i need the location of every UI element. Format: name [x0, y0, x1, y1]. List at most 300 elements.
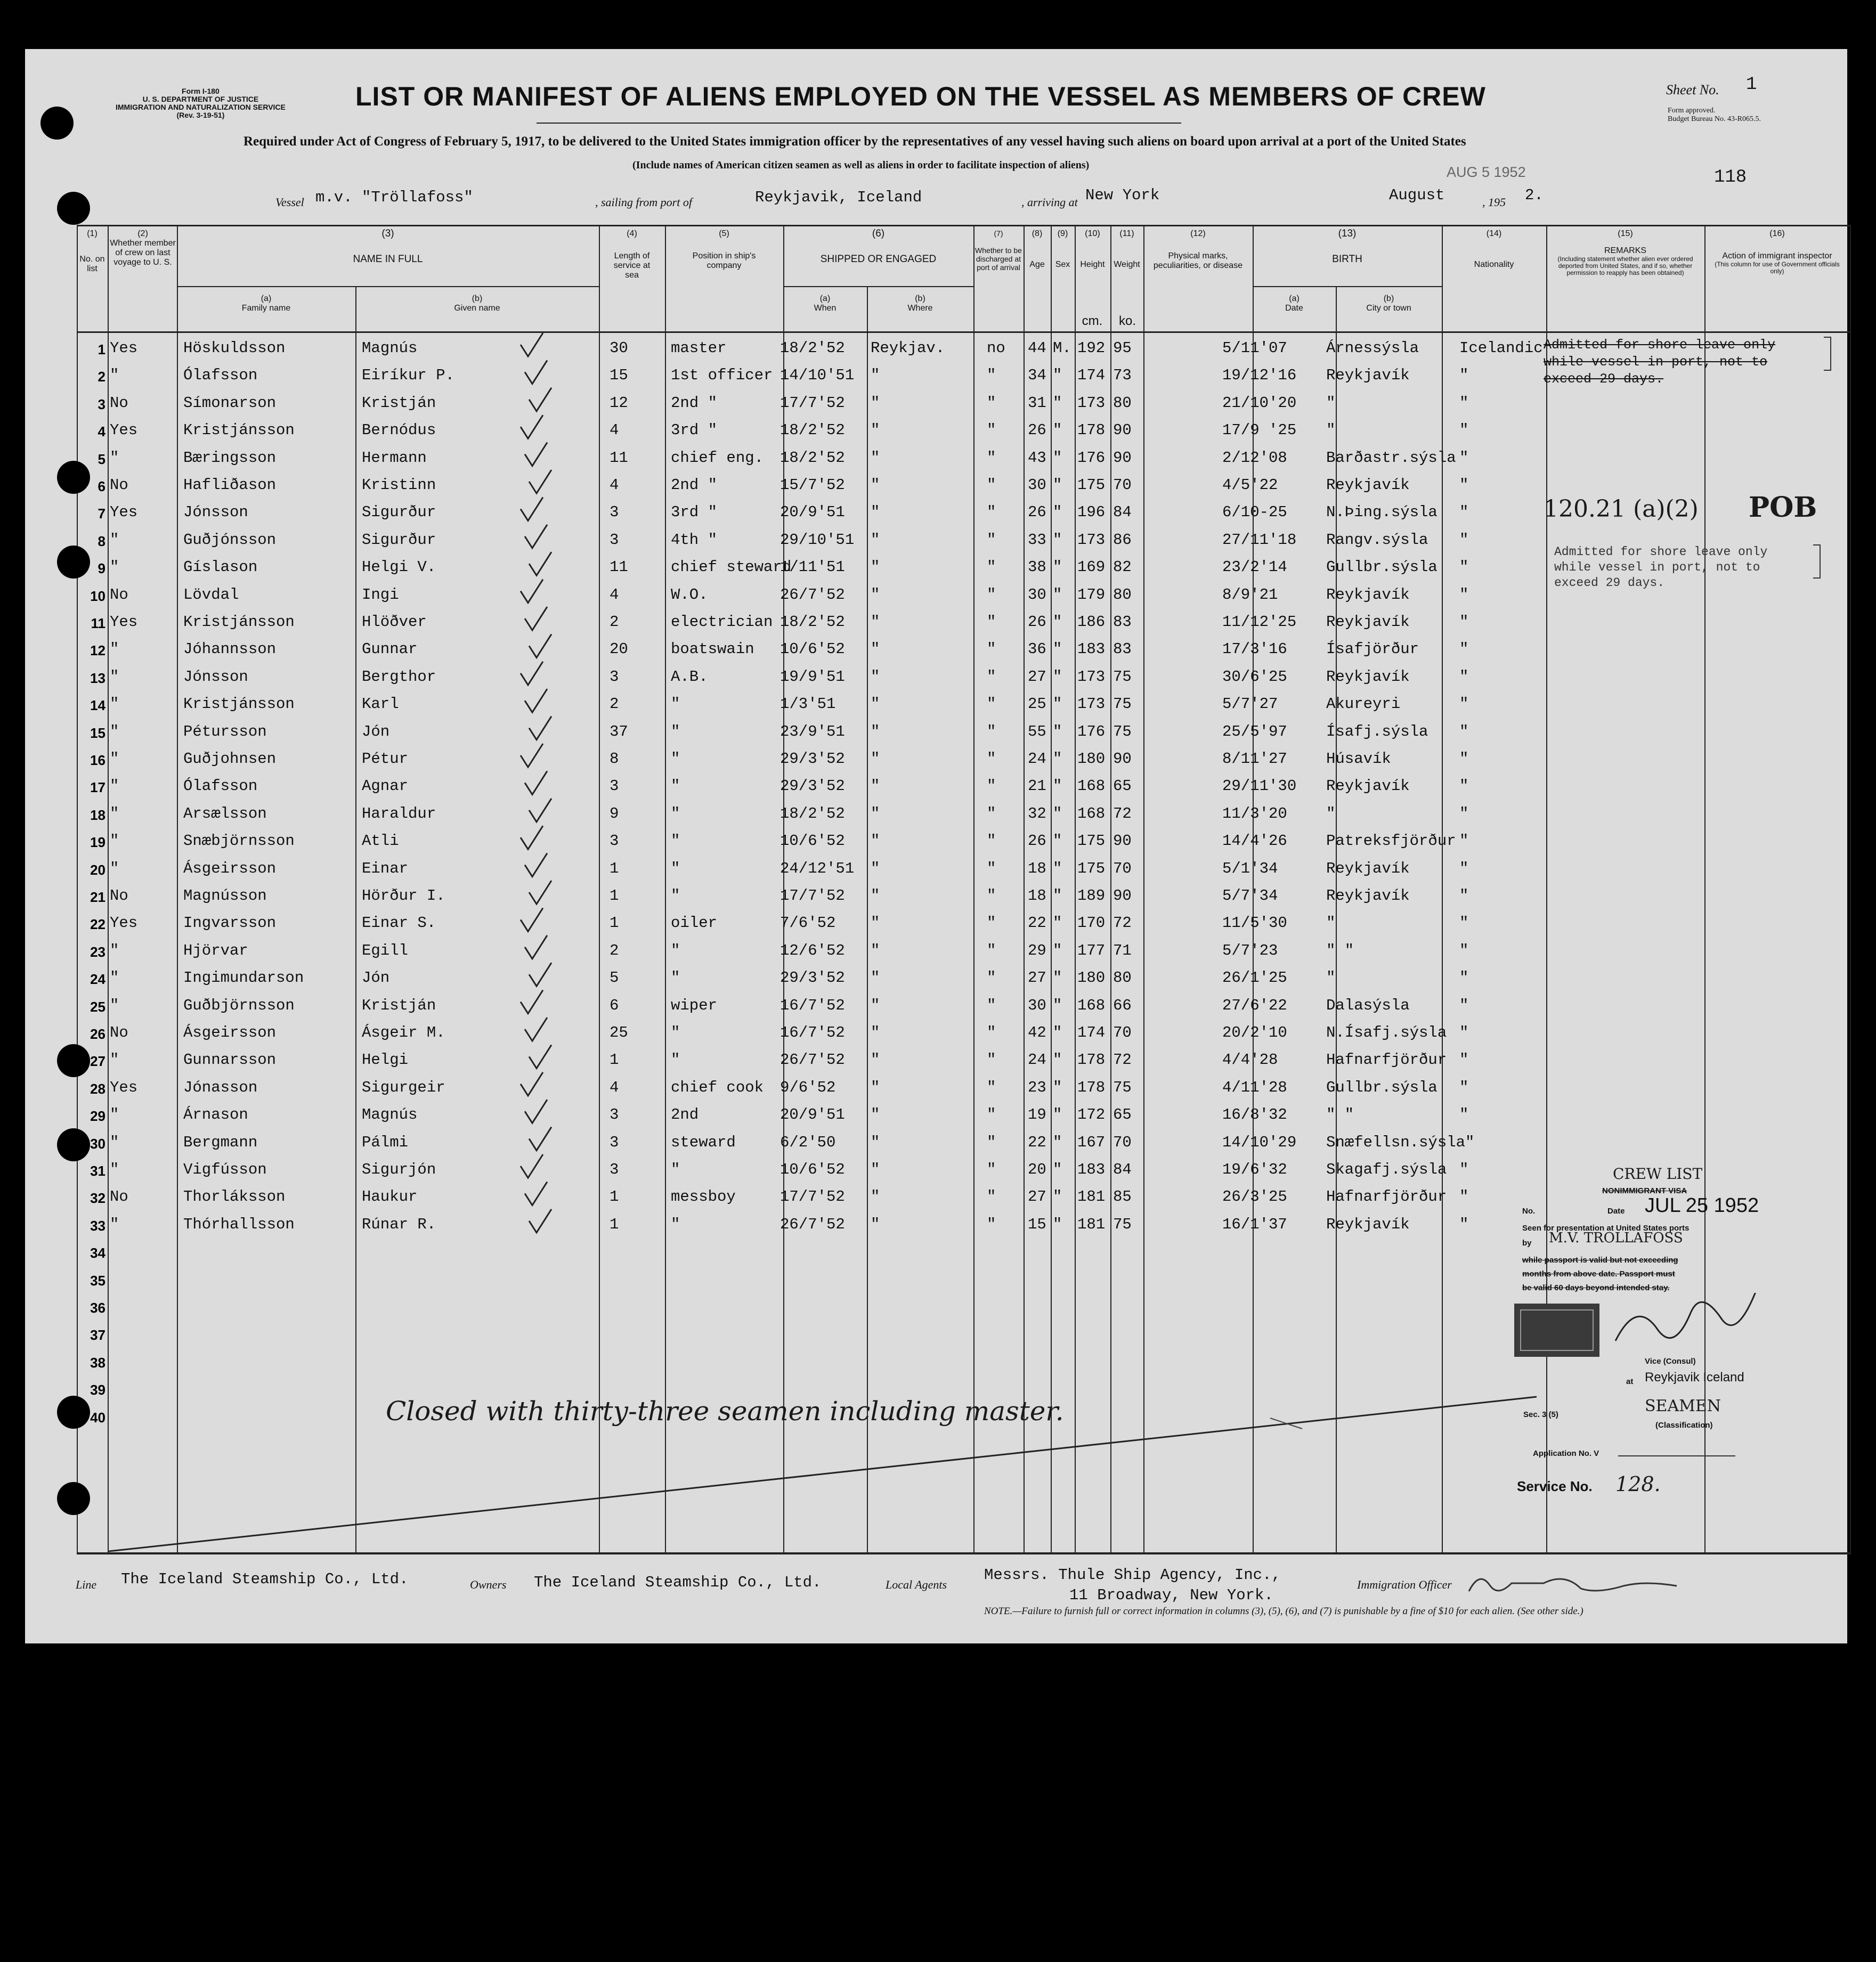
- col-position: A.B.: [671, 668, 708, 686]
- col-nationality: Icelandic: [1459, 339, 1543, 357]
- col-position: wiper: [671, 997, 718, 1014]
- col-shipped-when: 26/7'52: [780, 1051, 845, 1069]
- col-nationality: ": [1459, 723, 1469, 740]
- col-family-name: Símonarson: [183, 394, 277, 412]
- col-position: ": [671, 805, 680, 823]
- col-discharged: ": [987, 586, 996, 604]
- vline-5: [665, 225, 666, 1553]
- col-sex: ": [1053, 777, 1062, 795]
- col-shipped-where: ": [871, 613, 880, 631]
- check-mark: [521, 662, 543, 685]
- col-service: 3: [610, 1106, 619, 1124]
- col-position: 2nd: [671, 1106, 699, 1124]
- col-age: 27: [1028, 969, 1046, 987]
- budget-approval: Form approved. Budget Bureau No. 43-R065.5.: [1668, 107, 1761, 123]
- col-birth-place: Reykjavík: [1326, 476, 1410, 494]
- col-birth-place: Húsavík: [1326, 750, 1391, 768]
- col-shipped-when: 20/9'51: [780, 503, 845, 521]
- stamp-bracket-2: [1813, 544, 1821, 579]
- col-last-voyage: ": [110, 695, 119, 713]
- binder-hole: [57, 1044, 90, 1077]
- col-birth-date: 5/11'07: [1222, 339, 1287, 357]
- visa-no-label: No.: [1522, 1207, 1536, 1216]
- vline-19: [1850, 225, 1851, 1553]
- col-last-voyage: ": [110, 1216, 119, 1233]
- row-number: 19: [90, 834, 105, 850]
- col-position: 4th ": [671, 531, 718, 549]
- col11-title: Weight: [1114, 260, 1140, 269]
- col-shipped-where: Reykjav.: [871, 339, 945, 357]
- col-shipped-where: ": [871, 394, 880, 412]
- col-service: 8: [610, 750, 619, 768]
- col-family-name: Thórhallsson: [183, 1216, 295, 1233]
- col-discharged: ": [987, 1079, 996, 1096]
- check-mark: [529, 799, 551, 822]
- col-age: 30: [1028, 586, 1046, 604]
- col-family-name: Jónasson: [183, 1079, 258, 1096]
- col-discharged: ": [987, 1024, 996, 1041]
- col-birth-date: 19/6'32: [1222, 1161, 1287, 1178]
- col-shipped-where: ": [871, 805, 880, 823]
- row-number: 18: [90, 807, 105, 823]
- binder-hole: [57, 1396, 90, 1429]
- col9-header: [1051, 229, 1075, 270]
- col-height: 180: [1077, 969, 1106, 987]
- col-last-voyage: ": [110, 860, 119, 877]
- col-given-name: Kristján: [362, 997, 436, 1014]
- binder-hole: [57, 461, 90, 494]
- col-discharged: ": [987, 558, 996, 576]
- col-birth-place: " ": [1326, 942, 1354, 959]
- col-sex: ": [1053, 805, 1062, 823]
- col-family-name: Ólafsson: [183, 367, 258, 384]
- col-family-name: Bergmann: [183, 1134, 258, 1151]
- col-weight: 75: [1113, 668, 1132, 686]
- col-birth-place: N.Ísafj.sýsla: [1326, 1024, 1447, 1041]
- col-given-name: Ingi: [362, 586, 399, 604]
- col-discharged: ": [987, 832, 996, 850]
- col-shipped-when: 18/2'52: [780, 339, 845, 357]
- col-sex: ": [1053, 1079, 1062, 1096]
- col-birth-date: 11/12'25: [1222, 613, 1297, 631]
- col-age: 32: [1028, 805, 1046, 823]
- col-position: 3rd ": [671, 421, 718, 439]
- col-discharged: ": [987, 914, 996, 932]
- col-discharged: ": [987, 997, 996, 1014]
- col6a-title: (a) When: [814, 294, 837, 313]
- col15-note: (Including statement whether alien ever ordered deported from United States, and if so, whether permission to reapply has been obtained): [1557, 255, 1693, 276]
- check-mark: [529, 552, 551, 575]
- check-mark: [525, 525, 547, 548]
- row-number: 33: [90, 1218, 105, 1234]
- year-digit: 2.: [1525, 186, 1544, 204]
- col-shipped-where: ": [871, 1161, 880, 1178]
- col-family-name: Snæbjörnsson: [183, 832, 295, 850]
- row-number: 25: [90, 999, 105, 1015]
- row-number: 39: [90, 1382, 105, 1398]
- row-number: 23: [90, 944, 105, 960]
- col-age: 26: [1028, 613, 1046, 631]
- col-discharged: ": [987, 1106, 996, 1124]
- row-number: 6: [98, 478, 105, 494]
- col11-header: [1110, 229, 1143, 270]
- row-number: 8: [98, 533, 105, 549]
- col-discharged: ": [987, 394, 996, 412]
- col-service: 3: [610, 668, 619, 686]
- col-birth-date: 21/10'20: [1222, 394, 1297, 412]
- col-last-voyage: ": [110, 969, 119, 987]
- col-height: 172: [1077, 1106, 1106, 1124]
- col-family-name: Kristjánsson: [183, 421, 295, 439]
- col-nationality: ": [1459, 832, 1469, 850]
- remarks-stamp-1: [1544, 337, 1831, 390]
- col7-num: (7): [994, 229, 1003, 238]
- col-sex: ": [1053, 1106, 1062, 1124]
- col-last-voyage: ": [110, 942, 119, 959]
- check-mark: [529, 1209, 551, 1233]
- col-birth-place: Barðastr.sýsla: [1326, 449, 1456, 467]
- col-sex: ": [1053, 640, 1062, 658]
- col14-num: (14): [1486, 229, 1502, 238]
- col-sex: ": [1053, 367, 1062, 384]
- col-sex: ": [1053, 394, 1062, 412]
- check-mark: [529, 1045, 551, 1068]
- col8-title: Age: [1029, 260, 1045, 269]
- col-sex: ": [1053, 750, 1062, 768]
- col-shipped-where: ": [871, 723, 880, 740]
- col-birth-place: N.Þing.sýsla: [1326, 503, 1438, 521]
- col-birth-date: 17/9 '25: [1222, 421, 1297, 439]
- col-weight: 65: [1113, 1106, 1132, 1124]
- col-shipped-where: ": [871, 558, 880, 576]
- form-number: Form I-180 U. S. DEPARTMENT OF JUSTICE IMMIGRATION AND NATURALIZATION SERVICE (Rev. 3-19-51): [116, 87, 286, 119]
- col-birth-date: 5/7'27: [1222, 695, 1278, 713]
- row-number: 36: [90, 1300, 105, 1316]
- col-height: 167: [1077, 1134, 1106, 1151]
- col-age: 22: [1028, 914, 1046, 932]
- col-birth-place: ": [1326, 421, 1336, 439]
- col10-title: Height: [1080, 260, 1105, 269]
- col8-num: (8): [1032, 229, 1043, 238]
- col-weight: 95: [1113, 339, 1132, 357]
- col-sex: ": [1053, 531, 1062, 549]
- col-birth-place: Árnessýsla: [1326, 339, 1419, 357]
- col-nationality: ": [1459, 777, 1469, 795]
- row-number: 2: [98, 369, 105, 385]
- col-sex: ": [1053, 997, 1062, 1014]
- visa-date-label: Date: [1607, 1207, 1625, 1216]
- visa-classification: SEAMEN: [1645, 1397, 1721, 1415]
- col-height: 181: [1077, 1188, 1106, 1206]
- col-birth-place: Reykjavík: [1326, 1216, 1410, 1233]
- col3-title: NAME IN FULL: [353, 254, 423, 265]
- col-nationality: ": [1459, 613, 1469, 631]
- signature-path: [1469, 1579, 1677, 1591]
- col-height: 175: [1077, 476, 1106, 494]
- col-nationality: ": [1459, 914, 1469, 932]
- col-shipped-where: ": [871, 860, 880, 877]
- col-birth-place: ": [1326, 969, 1336, 987]
- col12-num: (12): [1190, 229, 1206, 238]
- col-sex: ": [1053, 969, 1062, 987]
- col-birth-date: 11/5'30: [1222, 914, 1287, 932]
- col-family-name: Hafliðason: [183, 476, 277, 494]
- col-family-name: Jónsson: [183, 668, 248, 686]
- col-discharged: no: [987, 339, 1005, 357]
- footer-owners-label: Owners: [470, 1578, 507, 1591]
- col-sex: ": [1053, 503, 1062, 521]
- col-given-name: Sigurjón: [362, 1161, 436, 1178]
- col-weight: 83: [1113, 640, 1132, 658]
- visa-by: M.V. TROLLAFOSS: [1549, 1230, 1683, 1246]
- col11-num: (11): [1119, 229, 1134, 238]
- col-birth-place: Reykjavík: [1326, 586, 1410, 604]
- col-position: 3rd ": [671, 503, 718, 521]
- subtitle: Required under Act of Congress of February 5, 1917, to be delivered to the United States immigration officer by the representatives of any vessel having such aliens on board upon arrival at a port of the United States: [243, 134, 1466, 149]
- col-nationality: ": [1459, 1106, 1469, 1124]
- col-service: 2: [610, 942, 619, 959]
- col-shipped-when: 24/12'51: [780, 860, 855, 877]
- col-given-name: Kristján: [362, 394, 436, 412]
- col-family-name: Jóhannsson: [183, 640, 277, 658]
- visa-header: NONIMMIGRANT VISA: [1602, 1186, 1687, 1195]
- vessel-name: m.v. "Tröllafoss": [315, 189, 473, 206]
- col-given-name: Gunnar: [362, 640, 418, 658]
- col7-header: [973, 229, 1024, 272]
- check-mark: [521, 580, 543, 603]
- col-weight: 70: [1113, 1134, 1132, 1151]
- col-shipped-when: 9/6'52: [780, 1079, 836, 1096]
- col-age: 38: [1028, 558, 1046, 576]
- col-height: 177: [1077, 942, 1106, 959]
- col-last-voyage: Yes: [110, 914, 138, 932]
- col-height: 196: [1077, 503, 1106, 521]
- crew-list-label: CREW LIST: [1613, 1165, 1703, 1183]
- col-birth-date: 4/4'28: [1222, 1051, 1278, 1069]
- col-age: 25: [1028, 695, 1046, 713]
- col-birth-place: Patreksfjörður: [1326, 832, 1456, 850]
- col-service: 11: [610, 449, 628, 467]
- vline-16: [1442, 225, 1443, 1553]
- col-shipped-when: 16/7'52: [780, 997, 845, 1014]
- check-mark: [525, 1017, 547, 1041]
- col-sex: ": [1053, 914, 1062, 932]
- remarks-handwritten: 120.21 (a)(2): [1544, 495, 1699, 523]
- col-age: 34: [1028, 367, 1046, 384]
- col14-title: Nationality: [1474, 260, 1514, 269]
- col-service: 2: [610, 613, 619, 631]
- col-last-voyage: ": [110, 558, 119, 576]
- col1-title: No. on list: [79, 255, 105, 273]
- col-shipped-where: ": [871, 1106, 880, 1124]
- col-given-name: Hermann: [362, 449, 427, 467]
- col-service: 11: [610, 558, 628, 576]
- col-given-name: Rúnar R.: [362, 1216, 436, 1233]
- col-birth-place: Rangv.sýsla: [1326, 531, 1428, 549]
- col-birth-date: 26/1'25: [1222, 969, 1287, 987]
- col-height: 192: [1077, 339, 1106, 357]
- col-last-voyage: No: [110, 1024, 128, 1041]
- check-mark: [529, 470, 551, 493]
- row-number: 34: [90, 1245, 105, 1261]
- check-mark: [529, 388, 551, 411]
- col-height: 173: [1077, 394, 1106, 412]
- col-weight: 80: [1113, 969, 1132, 987]
- row-number: 24: [90, 971, 105, 987]
- col-last-voyage: ": [110, 367, 119, 384]
- check-mark: [525, 360, 547, 384]
- col-birth-place: ": [1326, 394, 1336, 412]
- col-service: 3: [610, 777, 619, 795]
- col-age: 18: [1028, 887, 1046, 905]
- col13-num: (13): [1338, 228, 1357, 239]
- col-discharged: ": [987, 750, 996, 768]
- row-number: 31: [90, 1163, 105, 1179]
- col16-num: (16): [1769, 229, 1785, 238]
- col-sex: ": [1053, 668, 1062, 686]
- col-height: 189: [1077, 887, 1106, 905]
- col-service: 30: [610, 339, 628, 357]
- col-age: 24: [1028, 1051, 1046, 1069]
- col-discharged: ": [987, 613, 996, 631]
- col-age: 36: [1028, 640, 1046, 658]
- vline-11: [1075, 225, 1076, 1553]
- col-given-name: Sigurgeir: [362, 1079, 445, 1096]
- col-age: 26: [1028, 421, 1046, 439]
- col-shipped-where: ": [871, 421, 880, 439]
- col-age: 22: [1028, 1134, 1046, 1151]
- col-shipped-when: 7/6'52: [780, 914, 836, 932]
- page-number: 118: [1714, 167, 1747, 188]
- col-sex: ": [1053, 887, 1062, 905]
- col-position: ": [671, 1024, 680, 1041]
- col-last-voyage: No: [110, 887, 128, 905]
- col5-num: (5): [719, 229, 729, 238]
- closing-note: Closed with thirty-three seamen including master.: [386, 1396, 1064, 1427]
- col-age: 33: [1028, 531, 1046, 549]
- col-nationality: ": [1459, 668, 1469, 686]
- cancel-line: [109, 1397, 1537, 1551]
- col-position: ": [671, 695, 680, 713]
- col-shipped-where: ": [871, 969, 880, 987]
- col3-num: (3): [381, 228, 394, 239]
- col-service: 20: [610, 640, 628, 658]
- col-age: 18: [1028, 860, 1046, 877]
- col8-header: [1024, 229, 1051, 270]
- col-position: chief cook: [671, 1079, 764, 1096]
- col-given-name: Agnar: [362, 777, 409, 795]
- arriving-label: , arriving at: [1021, 196, 1078, 209]
- col-shipped-when: 29/3'52: [780, 969, 845, 987]
- col-position: 1st officer: [671, 367, 773, 384]
- col-birth-date: 19/12'16: [1222, 367, 1297, 384]
- col-birth-date: 16/8'32: [1222, 1106, 1287, 1124]
- col-discharged: ": [987, 640, 996, 658]
- col-shipped-where: ": [871, 695, 880, 713]
- col-last-voyage: ": [110, 449, 119, 467]
- col-shipped-where: ": [871, 777, 880, 795]
- col-position: ": [671, 723, 680, 740]
- stamp-bracket: [1824, 337, 1831, 371]
- col-weight: 72: [1113, 914, 1132, 932]
- col-family-name: Thorláksson: [183, 1188, 286, 1206]
- col-shipped-when: 26/7'52: [780, 586, 845, 604]
- visa-sec: Sec. 3 (5): [1523, 1410, 1558, 1419]
- col-height: 173: [1077, 668, 1106, 686]
- col-discharged: ": [987, 777, 996, 795]
- col-height: 168: [1077, 997, 1106, 1014]
- col-family-name: Vigfússon: [183, 1161, 267, 1178]
- footer-agents-label: Local Agents: [886, 1578, 947, 1591]
- col5-title: Position in ship's company: [692, 251, 756, 270]
- col-birth-date: 16/1'37: [1222, 1216, 1287, 1233]
- col-sex: ": [1053, 449, 1062, 467]
- col-position: 2nd ": [671, 476, 718, 494]
- row-number: 16: [90, 752, 105, 768]
- subnote: (Include names of American citizen seamen as well as aliens in order to facilitate inspection of aliens): [632, 159, 1090, 171]
- col-discharged: ": [987, 805, 996, 823]
- col-family-name: Bæringsson: [183, 449, 277, 467]
- col-last-voyage: ": [110, 805, 119, 823]
- visa-stamp: [1517, 1165, 1847, 1399]
- row-number: 9: [98, 560, 105, 576]
- col-service: 3: [610, 1134, 619, 1151]
- col-discharged: ": [987, 476, 996, 494]
- col-height: 181: [1077, 1216, 1106, 1233]
- col14-header: [1442, 229, 1546, 270]
- check-mark: [521, 1154, 543, 1178]
- vline-9: [1024, 225, 1025, 1553]
- col-service: 9: [610, 805, 619, 823]
- col-shipped-when: 18/2'52: [780, 421, 845, 439]
- col-sex: ": [1053, 723, 1062, 740]
- check-mark: [525, 853, 547, 877]
- col-family-name: Ásgeirsson: [183, 860, 277, 877]
- col-given-name: Ásgeir M.: [362, 1024, 445, 1041]
- col-shipped-where: ": [871, 1188, 880, 1206]
- col-service: 3: [610, 832, 619, 850]
- col-family-name: Ingimundarson: [183, 969, 304, 987]
- col-last-voyage: ": [110, 640, 119, 658]
- visa-at-label: at: [1626, 1377, 1634, 1386]
- col-birth-place: Hafnarfjörður: [1326, 1188, 1447, 1206]
- col-position: ": [671, 1216, 680, 1233]
- col-birth-date: 26/3'25: [1222, 1188, 1287, 1206]
- sailing-label: , sailing from port of: [595, 196, 692, 209]
- col-sex: ": [1053, 1134, 1062, 1151]
- col-position: electrician: [671, 613, 773, 631]
- col-position: ": [671, 832, 680, 850]
- row-number: 5: [98, 451, 105, 467]
- col-birth-date: 27/11'18: [1222, 531, 1297, 549]
- check-mark: [529, 634, 551, 657]
- col-birth-place: Gullbr.sýsla: [1326, 1079, 1438, 1096]
- col-height: 178: [1077, 1079, 1106, 1096]
- vline-10: [1051, 225, 1052, 1553]
- col-family-name: Kristjánsson: [183, 613, 295, 631]
- row-number: 17: [90, 779, 105, 795]
- row-number: 15: [90, 725, 105, 741]
- col-birth-date: 27/6'22: [1222, 997, 1287, 1014]
- col-birth-place: Hafnarfjörður: [1326, 1051, 1447, 1069]
- col-weight: 84: [1113, 1161, 1132, 1178]
- col-shipped-when: 17/7'52: [780, 394, 845, 412]
- col-weight: 90: [1113, 421, 1132, 439]
- rule-sub-birth: [1253, 286, 1442, 287]
- col-shipped-when: 26/7'52: [780, 1216, 845, 1233]
- col-nationality: ": [1459, 394, 1469, 412]
- col-last-voyage: No: [110, 394, 128, 412]
